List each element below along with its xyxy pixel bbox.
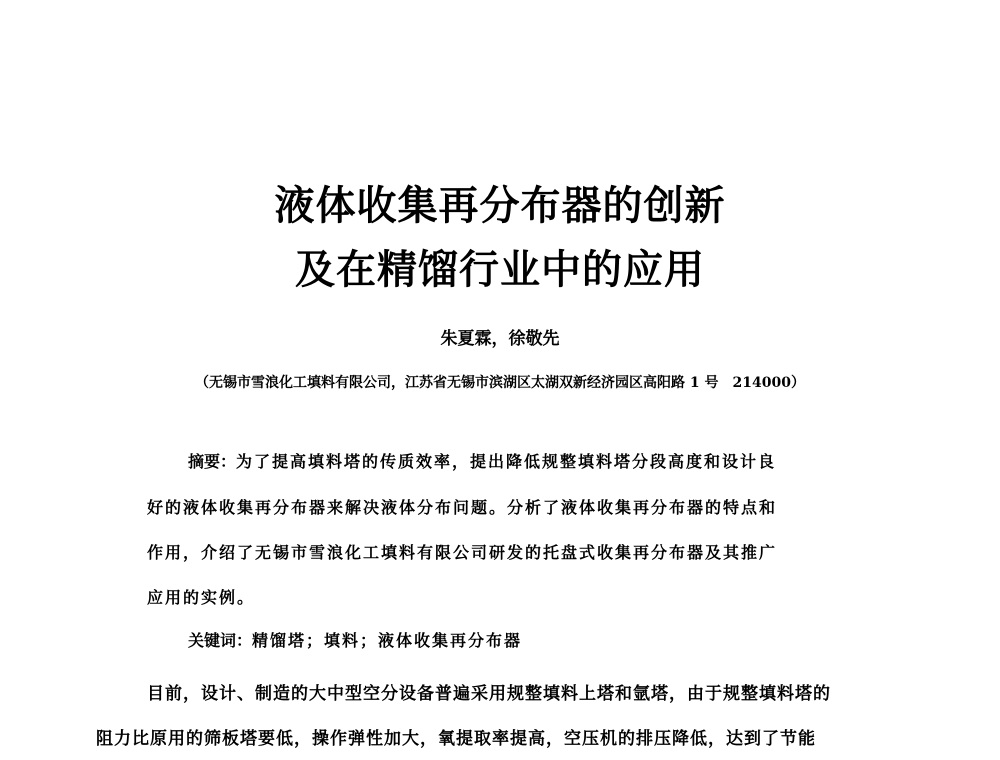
abstract-label: 摘要： [188, 452, 237, 471]
paper-title-line-2: 及在精馏行业中的应用 [295, 246, 705, 293]
keywords-label: 关键词： [188, 631, 253, 650]
abstract-line-1 [188, 450, 776, 474]
paper-authors: 朱夏霖，徐敬先 [440, 329, 560, 349]
keywords-text: 精馏塔；填料；液体收集再分布器 [252, 631, 523, 650]
abstract-text-1: 为了提高填料塔的传质效率，提出降低规整填料塔分段高度和设计良 [236, 452, 777, 471]
keywords-line [188, 629, 522, 653]
paper-affiliation: （无锡市雪浪化工填料有限公司，江苏省无锡市滨湖区太湖双新经济园区高阳路 1 号 214000） [195, 375, 805, 391]
body-paragraph-line-2: 阻力比原用的筛板塔要低，操作弹性加大，氧提取率提高，空压机的排压降低，达到了节能 [96, 729, 816, 749]
abstract-line-3: 作用，介绍了无锡市雪浪化工填料有限公司研发的托盘式收集再分布器及其推广 [147, 543, 778, 562]
abstract-line-4: 应用的实例。 [147, 588, 256, 607]
body-paragraph-line-1: 目前，设计、制造的大中型空分设备普遍采用规整填料上塔和氩塔，由于规整填料塔的 [147, 684, 831, 704]
abstract-line-2: 好的液体收集再分布器来解决液体分布问题。分析了液体收集再分布器的特点和 [147, 498, 778, 517]
paper-title-line-1: 液体收集再分布器的创新 [274, 182, 726, 229]
